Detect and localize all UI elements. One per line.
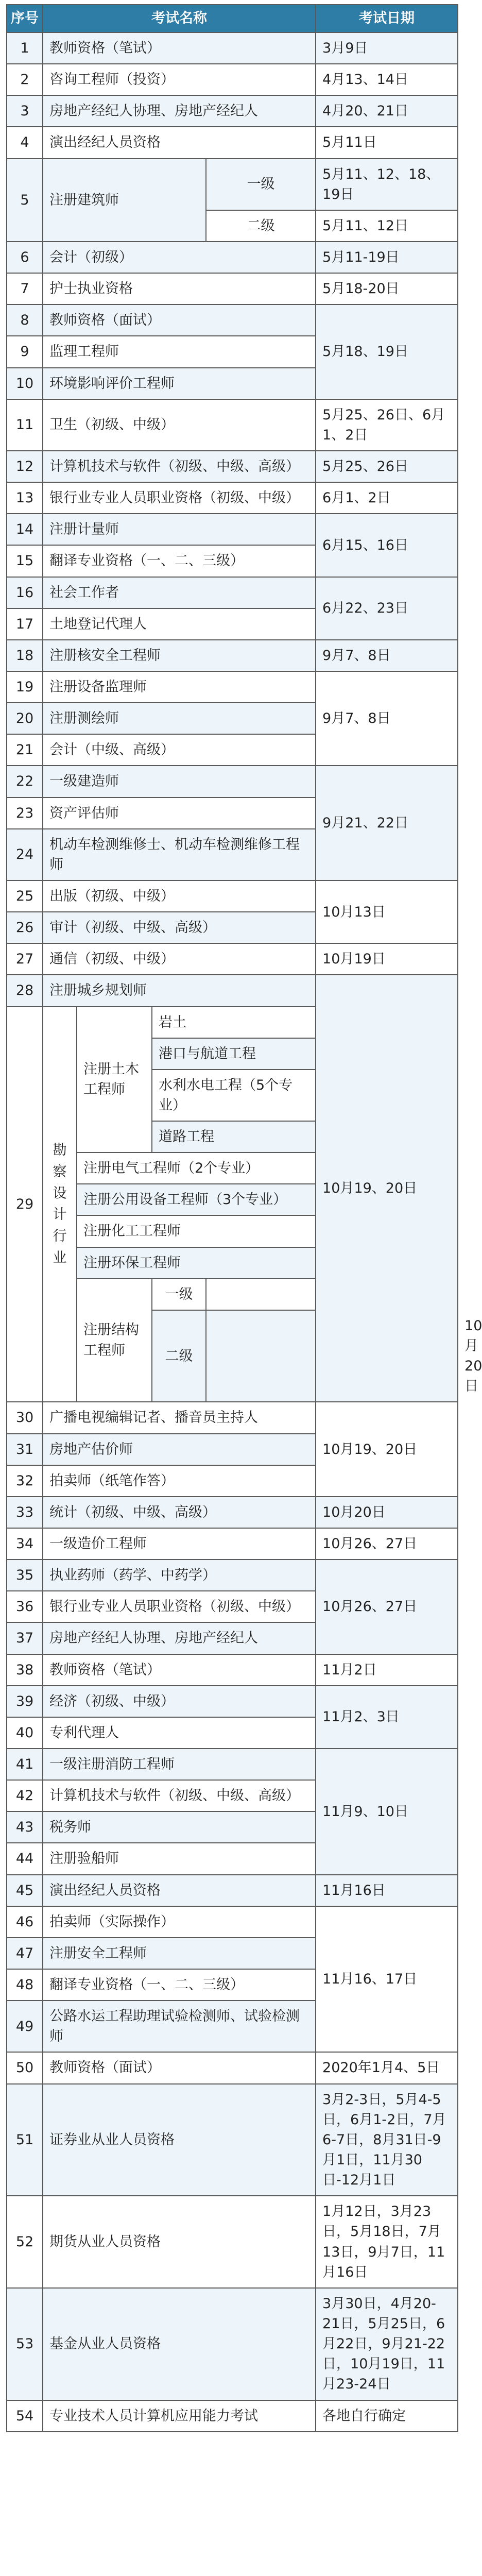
exam-date: 9月7、8日 [316, 640, 458, 671]
exam-date: 10月26、27日 [316, 1560, 458, 1654]
exam-schedule-table [6, 4, 482, 2432]
row-num: 32 [7, 1465, 43, 1497]
exam-name: 审计（初级、中级、高级） [43, 912, 316, 943]
exam-date: 11月2、3日 [316, 1686, 458, 1749]
exam-date: 11月16日 [316, 1875, 458, 1906]
exam-date: 10月19、20日 [316, 1402, 458, 1496]
exam-date: 3月9日 [316, 32, 458, 64]
exam-name: 房地产估价师 [43, 1434, 316, 1465]
exam-subtype: 二级 [152, 1310, 206, 1402]
exam-name: 注册验船师 [43, 1843, 316, 1874]
row-num: 14 [7, 514, 43, 545]
exam-date: 6月15、16日 [316, 514, 458, 577]
table-row [7, 1749, 458, 1780]
row-num: 5 [7, 159, 43, 242]
exam-name: 翻译专业资格（一、二、三级） [43, 1969, 316, 2001]
exam-date: 5月11-19日 [316, 242, 458, 273]
row-num: 46 [7, 1906, 43, 1938]
row-num: 13 [7, 482, 43, 514]
exam-name: 税务师 [43, 1811, 316, 1843]
row-num: 45 [7, 1875, 43, 1906]
exam-name: 卫生（初级、中级） [43, 399, 316, 451]
exam-name: 房地产经纪人协理、房地产经纪人 [43, 95, 316, 127]
exam-name: 注册环保工程师 [77, 1247, 316, 1279]
exam-date: 11月2日 [316, 1654, 458, 1686]
row-num: 33 [7, 1497, 43, 1528]
exam-date: 3月2-3日，5月4-5日，6月1-2日，7月6-7日，8月31日-9月1日，11月30日-12月1日 [316, 2084, 458, 2196]
row-num: 37 [7, 1622, 43, 1654]
table-row [7, 1654, 458, 1686]
table-row [7, 1875, 458, 1906]
exam-name: 广播电视编辑记者、播音员主持人 [43, 1402, 316, 1433]
exam-date: 5月18-20日 [316, 273, 458, 304]
row-num: 47 [7, 1938, 43, 1969]
table-row [7, 671, 458, 703]
exam-name: 公路水运工程助理试验检测师、试验检测师 [43, 2001, 316, 2052]
row-num: 34 [7, 1528, 43, 1560]
table-row [7, 127, 458, 158]
exam-date: 10月20日 [316, 1497, 458, 1528]
row-num: 48 [7, 1969, 43, 2001]
exam-subtype: 水利水电工程（5个专业） [152, 1070, 316, 1121]
exam-date: 5月25、26日、6月1、2日 [316, 399, 458, 451]
row-num: 17 [7, 608, 43, 640]
exam-date: 11月16、17日 [316, 1906, 458, 2053]
exam-name: 房地产经纪人协理、房地产经纪人 [43, 1622, 316, 1654]
exam-name: 注册设备监理师 [43, 671, 316, 703]
table-row [7, 1560, 458, 1591]
table-row [7, 32, 458, 64]
table-row [7, 482, 458, 514]
table-row [7, 1528, 458, 1560]
row-num: 2 [7, 64, 43, 95]
row-num: 30 [7, 1402, 43, 1433]
table-row [7, 1402, 458, 1433]
row-num: 23 [7, 798, 43, 829]
row-num: 24 [7, 829, 43, 880]
exam-date: 5月18、19日 [316, 304, 458, 399]
row-num: 43 [7, 1811, 43, 1843]
exam-name: 一级注册消防工程师 [43, 1749, 316, 1780]
row-num: 49 [7, 2001, 43, 2052]
exam-name: 专业技术人员计算机应用能力考试 [43, 2400, 316, 2432]
table-row [7, 766, 458, 797]
exam-name: 监理工程师 [43, 336, 316, 367]
exam-name: 注册公用设备工程师（3个专业） [77, 1184, 316, 1215]
exam-date: 9月7、8日 [316, 671, 458, 766]
exam-date: 6月1、2日 [316, 482, 458, 514]
exam-name: 教师资格（笔试） [43, 1654, 316, 1686]
table-row [7, 304, 458, 336]
row-num: 25 [7, 880, 43, 912]
exam-name: 环境影响评价工程师 [43, 368, 316, 399]
row-num: 41 [7, 1749, 43, 1780]
row-num: 36 [7, 1591, 43, 1622]
table-row [7, 64, 458, 95]
row-num: 21 [7, 734, 43, 766]
row-num: 54 [7, 2400, 43, 2432]
row-num: 27 [7, 943, 43, 975]
exam-name: 注册核安全工程师 [43, 640, 316, 671]
row-num: 15 [7, 545, 43, 577]
exam-date: 10月19日 [316, 943, 458, 975]
exam-subtype-spacer [206, 1279, 316, 1310]
exam-name: 社会工作者 [43, 577, 316, 608]
exam-name: 专利代理人 [43, 1717, 316, 1749]
row-num: 50 [7, 2052, 43, 2083]
exam-name: 教师资格（面试） [43, 304, 316, 336]
exam-name: 期货从业人员资格 [43, 2196, 316, 2288]
exam-name: 证券业从业人员资格 [43, 2084, 316, 2196]
row-num: 22 [7, 766, 43, 797]
row-num: 31 [7, 1434, 43, 1465]
exam-name: 拍卖师（纸笔作答） [43, 1465, 316, 1497]
row-num: 4 [7, 127, 43, 158]
exam-date: 10月13日 [316, 880, 458, 943]
exam-name: 基金从业人员资格 [43, 2288, 316, 2400]
row-num: 11 [7, 399, 43, 451]
exam-name: 演出经纪人员资格 [43, 1875, 316, 1906]
exam-name: 银行业专业人员职业资格（初级、中级） [43, 1591, 316, 1622]
row-num: 29 [7, 1007, 43, 1402]
row-num: 6 [7, 242, 43, 273]
row-num: 53 [7, 2288, 43, 2400]
table-row [7, 2288, 458, 2400]
exam-date: 4月20、21日 [316, 95, 458, 127]
row-num: 44 [7, 1843, 43, 1874]
exam-name: 经济（初级、中级） [43, 1686, 316, 1717]
exam-name: 演出经纪人员资格 [43, 127, 316, 158]
exam-name: 一级建造师 [43, 766, 316, 797]
row-num: 9 [7, 336, 43, 367]
table-row [7, 95, 458, 127]
row-num: 18 [7, 640, 43, 671]
exam-name: 会计（初级） [43, 242, 316, 273]
row-num: 52 [7, 2196, 43, 2288]
exam-date: 10月26、27日 [316, 1528, 458, 1560]
exam-name: 一级造价工程师 [43, 1528, 316, 1560]
exam-name: 注册计量师 [43, 514, 316, 545]
row-num: 7 [7, 273, 43, 304]
exam-name: 教师资格（面试） [43, 2052, 316, 2083]
exam-date: 2020年1月4、5日 [316, 2052, 458, 2083]
exam-date: 6月22、23日 [316, 577, 458, 640]
header-num: 序号 [7, 5, 43, 32]
exam-date: 5月25、26日 [316, 451, 458, 482]
exam-date: 3月30日，4月20-21日，5月25日，6月22日，9月21-22日，10月19日，11月23-24日 [316, 2288, 458, 2400]
table-row [7, 273, 458, 304]
exam-name: 土地登记代理人 [43, 608, 316, 640]
row-num: 39 [7, 1686, 43, 1717]
exam-subtype: 岩土 [152, 1007, 316, 1038]
table-row [7, 451, 458, 482]
table-row [7, 640, 458, 671]
exam-name: 注册电气工程师（2个专业） [77, 1153, 316, 1184]
exam-name: 执业药师（药学、中药学） [43, 1560, 316, 1591]
exam-name: 机动车检测维修士、机动车检测维修工程师 [43, 829, 316, 880]
exam-date: 11月9、10日 [316, 1749, 458, 1875]
row-num: 42 [7, 1780, 43, 1811]
exam-subtype: 道路工程 [152, 1121, 316, 1153]
exam-name: 计算机技术与软件（初级、中级、高级） [43, 451, 316, 482]
table-row [7, 1906, 458, 1938]
exam-name: 注册土木工程师 [77, 1007, 152, 1153]
exam-name: 护士执业资格 [43, 273, 316, 304]
exam-name: 计算机技术与软件（初级、中级、高级） [43, 1780, 316, 1811]
header-date: 考试日期 [316, 5, 458, 32]
row-num: 16 [7, 577, 43, 608]
row-num: 3 [7, 95, 43, 127]
exam-date: 各地自行确定 [316, 2400, 458, 2432]
exam-name: 教师资格（笔试） [43, 32, 316, 64]
row-num: 8 [7, 304, 43, 336]
row-num: 1 [7, 32, 43, 64]
exam-date: 4月13、14日 [316, 64, 458, 95]
exam-date: 5月11、12、18、19日 [316, 159, 458, 210]
exam-name: 注册城乡规划师 [43, 975, 316, 1006]
exam-date: 9月21、22日 [316, 766, 458, 880]
exam-date: 5月11日 [316, 127, 458, 158]
exam-name: 会计（中级、高级） [43, 734, 316, 766]
exam-name: 拍卖师（实际操作） [43, 1906, 316, 1938]
table-row [7, 975, 458, 1006]
exam-name: 资产评估师 [43, 798, 316, 829]
row-num: 26 [7, 912, 43, 943]
exam-name: 注册结构工程师 [77, 1279, 152, 1402]
table-row [7, 2052, 458, 2083]
exam-name: 注册测绘师 [43, 703, 316, 734]
exam-name: 统计（初级、中级、高级） [43, 1497, 316, 1528]
row-num: 28 [7, 975, 43, 1006]
row-num: 10 [7, 368, 43, 399]
table-header-row [7, 5, 458, 32]
header-name: 考试名称 [43, 5, 316, 32]
exam-name: 注册安全工程师 [43, 1938, 316, 1969]
exam-name: 咨询工程师（投资） [43, 64, 316, 95]
exam-subtype: 港口与航道工程 [152, 1038, 316, 1070]
table-row [7, 1686, 458, 1717]
table-row [7, 943, 458, 975]
table-row [7, 1497, 458, 1528]
exam-date: 5月11、12日 [316, 210, 458, 242]
exam-subtype: 一级 [206, 159, 316, 210]
exam-date: 1月12日，3月23日，5月18日，7月13日，9月7日，11月16日 [316, 2196, 458, 2288]
exam-name: 出版（初级、中级） [43, 880, 316, 912]
row-num: 51 [7, 2084, 43, 2196]
table-row [7, 514, 458, 545]
table-row [7, 577, 458, 608]
table-row [7, 880, 458, 912]
exam-name: 通信（初级、中级） [43, 943, 316, 975]
row-num: 38 [7, 1654, 43, 1686]
table-row [7, 2196, 458, 2288]
exam-subtype: 一级 [152, 1279, 206, 1310]
row-num: 12 [7, 451, 43, 482]
exam-name: 银行业专业人员职业资格（初级、中级） [43, 482, 316, 514]
exam-name: 翻译专业资格（一、二、三级） [43, 545, 316, 577]
row-num: 40 [7, 1717, 43, 1749]
exam-date: 10月19、20日 [316, 975, 458, 1402]
exam-subtype-spacer [206, 1310, 316, 1402]
exam-subtype: 二级 [206, 210, 316, 242]
exam-group-name: 勘察设计行业 [43, 1007, 77, 1402]
exam-name: 注册建筑师 [43, 159, 206, 242]
table-row [7, 2400, 458, 2432]
table-row [7, 159, 458, 210]
table-row [7, 399, 458, 451]
table-row [7, 2084, 458, 2196]
table-row: 二级 10月20日 [7, 1310, 458, 1402]
row-num: 19 [7, 671, 43, 703]
row-num: 35 [7, 1560, 43, 1591]
row-num: 20 [7, 703, 43, 734]
table-row [7, 242, 458, 273]
exam-name: 注册化工工程师 [77, 1215, 316, 1247]
